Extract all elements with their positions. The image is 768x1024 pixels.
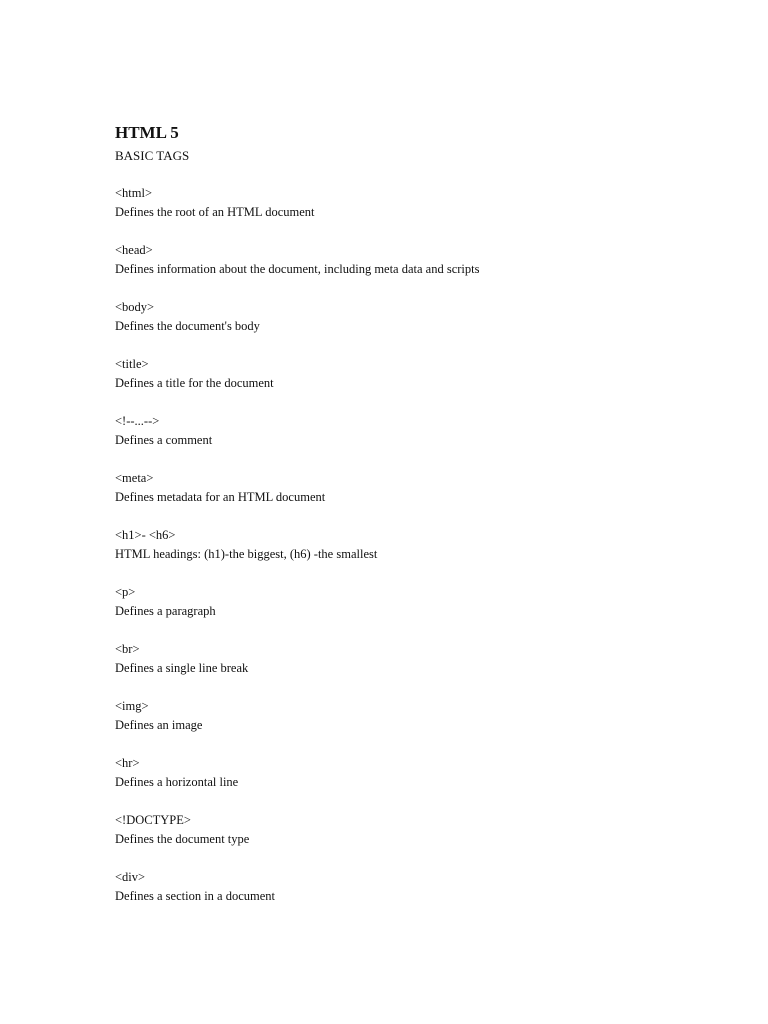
tag-name: <title> xyxy=(115,357,149,371)
tag-description: Defines a horizontal line xyxy=(115,775,239,789)
tag-entry-body xyxy=(115,298,715,355)
tag-entry-head xyxy=(115,241,715,298)
tag-description: Defines a section in a document xyxy=(115,889,276,903)
tag-entry-img xyxy=(115,697,715,754)
tag-entry-comment xyxy=(115,412,715,469)
tag-description: Defines the root of an HTML document xyxy=(115,205,315,219)
tag-entry-html xyxy=(115,184,715,241)
tag-entry-div xyxy=(115,868,715,925)
tag-entry-p xyxy=(115,583,715,640)
tag-name: <h1>- <h6> xyxy=(115,528,176,542)
tag-name: <img> xyxy=(115,699,149,713)
tag-description: Defines information about the document, including meta data and scripts xyxy=(115,262,480,276)
tag-entry-doctype xyxy=(115,811,715,868)
tag-name: <!--...--> xyxy=(115,414,160,428)
tag-name: <!DOCTYPE> xyxy=(115,813,191,827)
document-page xyxy=(115,120,715,925)
tag-name: <p> xyxy=(115,585,136,599)
tag-name: <hr> xyxy=(115,756,140,770)
tag-name: <body> xyxy=(115,300,155,314)
tag-entry-meta xyxy=(115,469,715,526)
tag-description: Defines metadata for an HTML document xyxy=(115,490,326,504)
tag-description: Defines a single line break xyxy=(115,661,249,675)
tag-entry-hr xyxy=(115,754,715,811)
tag-list xyxy=(115,184,715,925)
tag-description: Defines a paragraph xyxy=(115,604,216,618)
tag-name: <meta> xyxy=(115,471,154,485)
tag-name: <html> xyxy=(115,186,153,200)
document-title: HTML 5 xyxy=(115,123,179,142)
tag-entry-title xyxy=(115,355,715,412)
tag-description: HTML headings: (h1)-the biggest, (h6) -the smallest xyxy=(115,547,378,561)
tag-name: <br> xyxy=(115,642,140,656)
tag-description: Defines the document's body xyxy=(115,319,260,333)
tag-description: Defines a comment xyxy=(115,433,213,447)
tag-name: <div> xyxy=(115,870,146,884)
tag-name: <head> xyxy=(115,243,153,257)
document-subtitle: BASIC TAGS xyxy=(115,148,190,163)
tag-description: Defines a title for the document xyxy=(115,376,274,390)
tag-entry-br xyxy=(115,640,715,697)
tag-description: Defines an image xyxy=(115,718,203,732)
tag-description: Defines the document type xyxy=(115,832,250,846)
tag-entry-headings xyxy=(115,526,715,583)
